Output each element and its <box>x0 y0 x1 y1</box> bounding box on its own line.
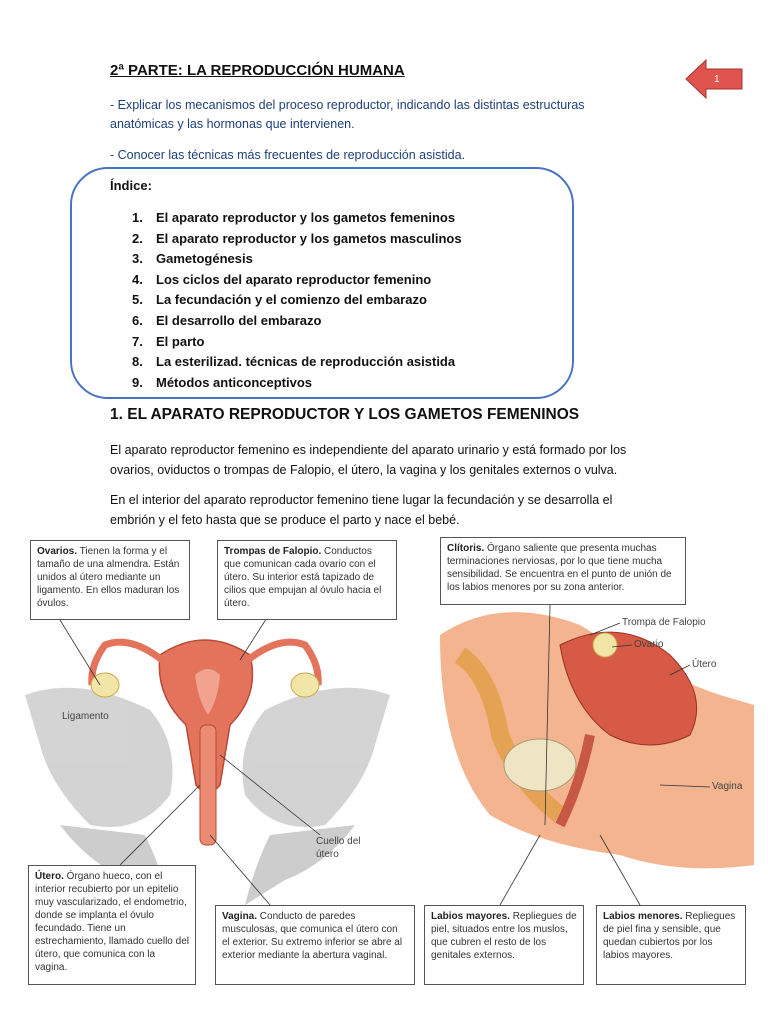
caption-labios-menores: Labios menores. Repliegues de piel fina y sensible, que quedan cubiertos por los labios mayores. <box>596 905 746 985</box>
index-title: Índice: <box>110 178 152 193</box>
label-ovario: Ovario <box>634 639 664 650</box>
caption-ovarios: Ovarios. Tienen la forma y el tamaño de una almendra. Están unidos al útero mediante un ligamento. En ellos maduran los óvulos. <box>30 540 190 620</box>
anatomy-figure <box>20 535 754 985</box>
caption-clitoris: Clítoris. Órgano saliente que presenta muchas terminaciones nerviosas, por lo que tiene mucha sensibilidad. Se encuentra en el punto de unión de los labios menores por su zona anterior. <box>440 537 686 605</box>
label-ligamento: Ligamento <box>62 711 109 722</box>
index-item[interactable]: 7. El parto <box>132 333 205 349</box>
caption-trompas: Trompas de Falopio. Conductos que comunican cada ovario con el útero. Su interior está tapizado de cilios que empujan al óvulo hacia el útero. <box>217 540 397 620</box>
index-item[interactable]: 8. La esterilizad. técnicas de reproducción asistida <box>132 354 456 370</box>
index-item[interactable]: 4. Los ciclos del aparato reproductor femenino <box>132 271 432 287</box>
index-item[interactable]: 6. El desarrollo del embarazo <box>132 312 322 328</box>
index-item[interactable]: 1. El aparato reproductor y los gametos femeninos <box>132 210 456 225</box>
index-item[interactable]: 5. La fecundación y el comienzo del embarazo <box>132 292 427 308</box>
back-arrow-icon[interactable] <box>684 58 744 100</box>
label-trompa: Trompa de Falopio <box>622 617 706 628</box>
label-cuello: Cuello del útero <box>316 836 361 860</box>
label-utero: Útero <box>692 659 717 670</box>
caption-utero: Útero. Órgano hueco, con el interior recubierto por un epitelio muy vascularizado, el endometrio, donde se implanta el óvulo fecundado. Tiene un estrechamiento, llamado cuello del útero, que comunica con la vagina. <box>28 865 196 985</box>
body-sagittal <box>440 612 754 868</box>
paragraph-2: En el interior del aparato reproductor femenino tiene lugar la fecundación y se desarrolla el embrión y el feto hasta que se produce el parto y nace el bebé. <box>110 493 613 527</box>
objective-2: - Conocer las técnicas más frecuentes de reproducción asistida. <box>110 148 466 162</box>
page-number: 1 <box>714 74 720 85</box>
index-item[interactable]: 2. El aparato reproductor y los gametos masculinos <box>132 230 462 246</box>
objective-1: - Explicar los mecanismos del proceso reproductor, indicando las distintas estructuras anatómicas y las hormonas que intervienen. <box>110 98 585 131</box>
section-heading: 1. EL APARATO REPRODUCTOR Y LOS GAMETOS FEMENINOS <box>110 406 580 423</box>
paragraph-1: El aparato reproductor femenino es independiente del aparato urinario y está formado por los ovarios, oviductos o trompas de Falopio, el útero, la vagina y los genitales externos o vulva. <box>110 443 627 477</box>
caption-labios-mayores: Labios mayores. Repliegues de piel, situados entre los muslos, que cubren el resto de los genitales externos. <box>424 905 584 985</box>
page-title: 2ª PARTE: LA REPRODUCCIÓN HUMANA <box>110 62 405 79</box>
index-item[interactable]: 9. Métodos anticonceptivos <box>132 374 313 390</box>
index-list <box>132 208 462 393</box>
index-item[interactable]: 3. Gametogénesis <box>132 251 253 267</box>
caption-vagina: Vagina. Conducto de paredes musculosas, que comunica el útero con el exterior. Su extremo inferior se abre al exterior mediante la abertura vaginal. <box>215 905 415 985</box>
label-vagina: Vagina <box>712 781 743 792</box>
